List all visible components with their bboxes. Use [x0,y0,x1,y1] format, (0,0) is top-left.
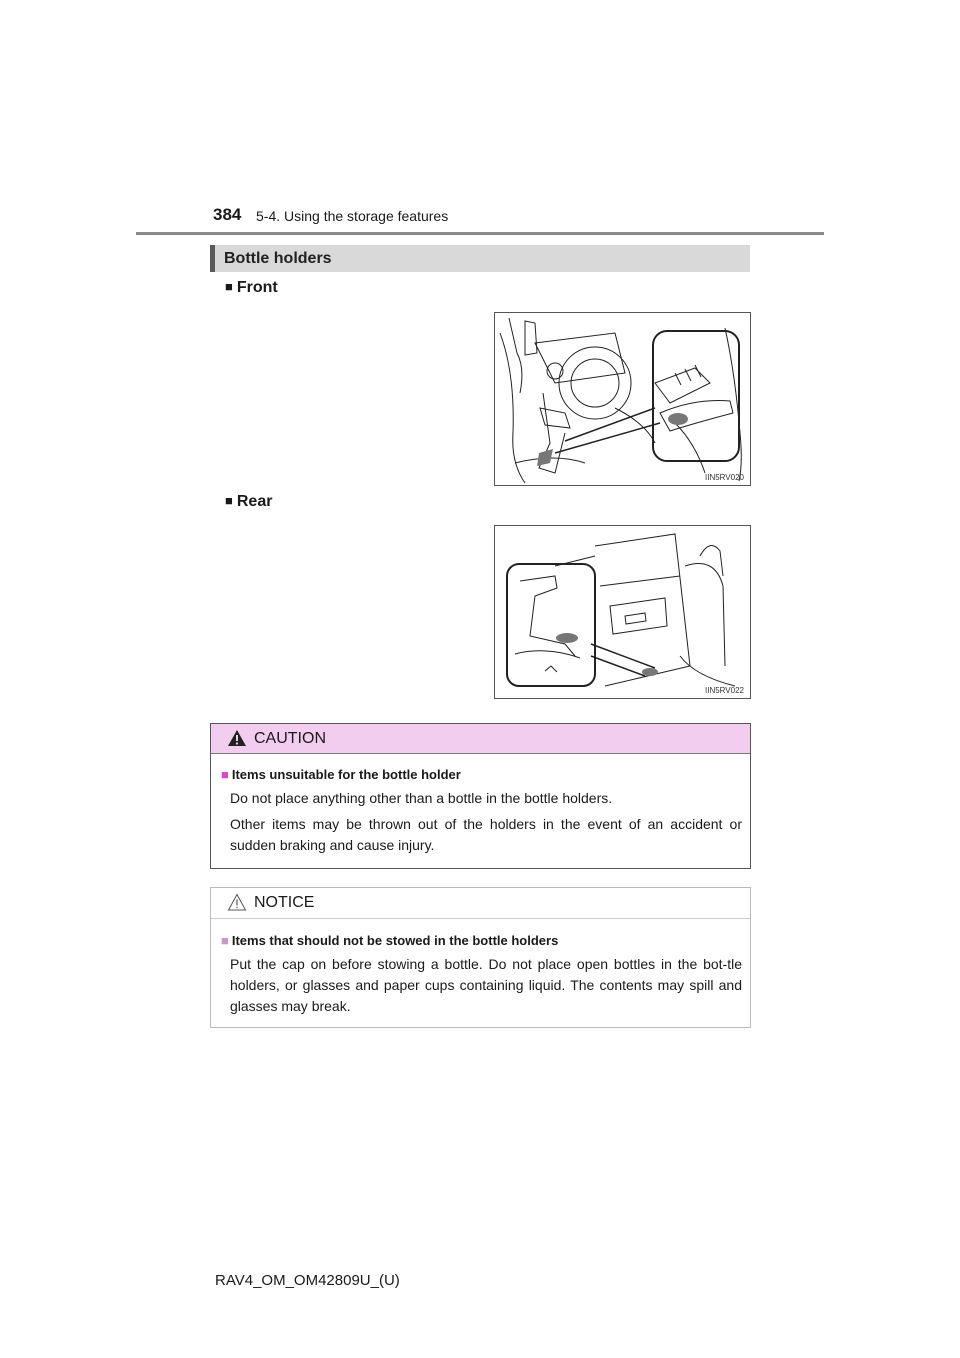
figure-code: IIN5RV020 [705,473,744,482]
notice-box [210,887,751,1028]
figure-code: IIN5RV022 [705,686,744,695]
rear-door-illustration [495,526,750,698]
square-bullet-icon: ■ [225,279,233,294]
section-heading [210,245,750,272]
notice-item-title-text: Items that should not be stowed in the bottle holders [231,933,559,948]
caution-header [211,724,750,754]
warning-triangle-outline-icon [227,893,247,911]
caution-box [210,723,751,869]
subsection-rear [225,493,272,511]
notice-paragraph: Put the cap on before stowing a bottle. Do not place open bottles in the bot-tle holders, or glasses and paper cups containing liquid. The contents may spill and glasses may break. [230,956,742,1014]
square-bullet-icon: ■ [221,933,229,948]
page-number: 384 [213,205,242,224]
notice-label: NOTICE [254,894,315,911]
front-door-illustration [495,313,750,485]
chapter-title: 5-4. Using the storage features [256,208,449,224]
document-code: RAV4_OM_OM42809U_(U) [215,1272,400,1289]
square-bullet-icon: ■ [225,493,233,508]
square-bullet-icon: ■ [221,767,229,782]
caution-item-title-text: Items unsuitable for the bottle holder [231,767,461,782]
notice-item-title [221,933,558,948]
caution-paragraph: Other items may be thrown out of the holders in the event of an accident or sudden braking and cause injury. [230,816,742,853]
subsection-front [225,279,278,297]
warning-triangle-icon [227,729,247,747]
subsection-front-label: Front [236,279,278,296]
section-title: Bottle holders [224,250,332,267]
front-bottle-holder-figure [494,312,751,486]
header-rule [136,232,824,235]
caution-item-title [221,767,461,782]
notice-header [211,888,750,919]
subsection-rear-label: Rear [236,493,273,510]
caution-label: CAUTION [254,730,326,747]
caution-paragraph: Do not place anything other than a bottle in the bottle holders. [230,790,613,806]
rear-bottle-holder-figure [494,525,751,699]
